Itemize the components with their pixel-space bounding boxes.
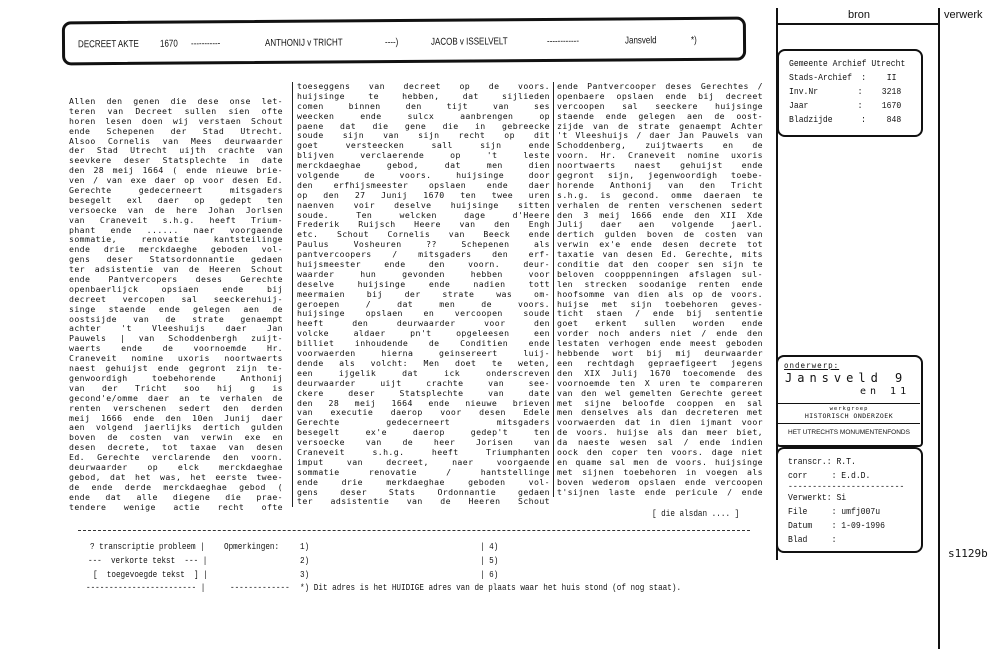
text-line: seevkere deser Statsplechte in date xyxy=(69,156,283,166)
file-name: File : umfj007u xyxy=(788,506,881,517)
archive-row xyxy=(789,99,901,113)
text-line: op den 27 Junij 1670 ten twee uren xyxy=(297,190,550,200)
text-line: meij 1666 ende den 10en Junij daer xyxy=(69,413,283,423)
text-line: verhalen de renten verschenen sedert xyxy=(557,200,763,210)
colon: : xyxy=(861,72,867,83)
panel-rule xyxy=(938,8,940,649)
archive-row xyxy=(789,113,901,127)
text-line: van den wel gemelten Gerechte gereet xyxy=(557,388,763,398)
text-line: dertich gulden boven de costen van xyxy=(557,230,763,240)
text-line: volcke aldaer pn't opgeleesen een xyxy=(297,329,550,339)
fund-name: HET UTRECHTS MONUMENTENFONDS xyxy=(788,429,910,436)
text-line: ende drie merckdaeghe geboden vol- xyxy=(69,245,283,255)
remark-1: 1) xyxy=(300,542,310,552)
text-line: aen volgend jaerlijks dertich gulden xyxy=(69,423,283,433)
text-line: voorn. Hr. Craneveit nomine uxoris xyxy=(557,151,763,161)
text-line: horende Anthonij van den Tricht xyxy=(557,180,763,190)
text-line: soude. Ten welcken dage d'Heere xyxy=(297,210,550,220)
text-line: en quame sal men de voors. huijsinge xyxy=(557,457,763,467)
text-line: etc. Schout Cornelis van Beeck ende xyxy=(297,230,550,240)
text-line: vorder noch anders niet / ende den xyxy=(557,329,763,339)
text-line: tendere wenige actie recht ofte xyxy=(69,502,283,512)
text-line: besegelt ex'e daerop gedep't ten xyxy=(297,428,550,438)
text-line: openbaere opslaen ende bij decreet xyxy=(557,91,763,101)
text-line: ticht staen / ende bij sententie xyxy=(557,309,763,319)
text-line: dende als volcht: Men doet te weten, xyxy=(297,358,550,368)
text-line: versoecke van de heer Jorisen van xyxy=(297,438,550,448)
continuation-note: [ die alsdan .... ] xyxy=(652,509,740,519)
text-line: huijsmeester ende den voorn. deur- xyxy=(297,260,550,270)
text-line: men denselves als dan decreteren met xyxy=(557,408,763,418)
text-line: billiet inhoudende de Conditien ende xyxy=(297,339,550,349)
text-line: van der Tricht soo hij g is xyxy=(69,383,283,393)
location: Jansveld xyxy=(624,35,657,47)
text-line: heeft den deurwaarder voor den xyxy=(297,319,550,329)
text-line: soude sijn van sijn recht op dit xyxy=(297,131,550,141)
text-line: lestaten verhogen ende meest geboden xyxy=(557,339,763,349)
text-line: huijsinge opslaen en vercoopen soude xyxy=(297,309,550,319)
text-line: den 28 meij 1664 ende nieuwe brieven xyxy=(297,398,550,408)
subject-address: Jansveld 9 xyxy=(785,371,908,385)
text-line: voorwaerden hierna geinsereert luij- xyxy=(297,349,550,359)
text-line: voornoemde ten X uren te compareren xyxy=(557,378,763,388)
text-line: waarder hun gevonden hebben voor xyxy=(297,269,550,279)
text-line: ende Pantvercooper deses Gerechtes / xyxy=(557,82,763,91)
text-line: van executie daerop voor desen Edele xyxy=(297,408,550,418)
text-line: singe staende ende gelegen aen de xyxy=(69,304,283,314)
text-line: blijven verclaerende op 't leste xyxy=(297,151,550,161)
text-line: gebod, dat het was, het eerste twee- xyxy=(69,472,283,482)
text-line: imput van decreet, naer voorgaende xyxy=(297,457,550,467)
text-line: versoecke van de here Johan Jorlsen xyxy=(69,205,283,215)
text-line: Schoddenberg, zuijtwaerts en de xyxy=(557,141,763,151)
text-line: Frederik Ruijsch Heere van den Engh xyxy=(297,220,550,230)
archive-key: Jaar xyxy=(789,100,809,111)
text-line: horen lesen doen wij verstaen Schout xyxy=(69,116,283,126)
deed-title-box xyxy=(62,17,746,66)
text-line: huijse met sijn toebehoren geves- xyxy=(557,299,763,309)
text-line: merckdaeghae gebod, dat men dien xyxy=(297,161,550,171)
legend-transcription-problem: ? transcriptie probleem | xyxy=(90,542,205,552)
legend-added-text: [ toegevoegde tekst ] | xyxy=(93,570,208,580)
text-line: ckere deser Statsplechte van date xyxy=(297,388,550,398)
archive-row xyxy=(789,71,901,85)
text-line: ende dat alle diegene die prae- xyxy=(69,492,283,502)
text-line: paene dat die gene die in gebreecke xyxy=(297,121,550,131)
text-line: meermaien bij der strate was om- xyxy=(297,289,550,299)
text-line: len strecken soodanige renten ende xyxy=(557,279,763,289)
text-line: boven wederom opslaen ende vercoopen xyxy=(557,477,763,487)
text-line: Craneveit nomine uxoris noortwaerts xyxy=(69,354,283,364)
text-line: naenven voir deselve huijsinge sitten xyxy=(297,200,550,210)
text-line: genwoordigh toebehorende Anthonij xyxy=(69,373,283,383)
transcriber: transcr.: R.T. xyxy=(788,456,856,467)
text-line: deurwaarder uijt crachte van see- xyxy=(297,378,550,388)
text-column-3 xyxy=(553,82,763,497)
text-line: da naeste wesen sal / ende indien xyxy=(557,438,763,448)
text-line: voorwaerden dat in dien ijmant voor xyxy=(557,418,763,428)
buyer-name: JACOB v ISSELVELT xyxy=(430,36,508,48)
text-column-2 xyxy=(292,82,550,507)
text-line: desen decrete, tot taxae van desen xyxy=(69,443,283,453)
text-line: Alsoo Cornelis van Mees deurwaarder xyxy=(69,136,283,146)
separator: ------------ xyxy=(546,35,580,48)
deed-type: DECREET AKTE xyxy=(77,38,139,51)
archive-key: Bladzijde xyxy=(789,114,833,125)
text-line: ende Schepenen der Stad Utrecht. xyxy=(69,126,283,136)
remark-6: | 6) xyxy=(480,570,499,580)
text-line: beloven coopppenningen afslagen sul- xyxy=(557,269,763,279)
workgroup-label: werkgroep xyxy=(829,406,869,412)
archive-value: 848 xyxy=(886,114,902,125)
text-line: Julij daer aen volgende jaerl. xyxy=(557,220,763,230)
remark-3: 3) xyxy=(300,570,310,580)
text-line: gens deser Statsordonnantie gedaen xyxy=(69,255,283,265)
corrector: corr : E.d.D. xyxy=(788,470,871,481)
text-line: oostsijde van de strate genaempt xyxy=(69,314,283,324)
text-line: Gerechte gedecerneert mitsgaders xyxy=(69,186,283,196)
text-line: comen binnen den tijt van ses xyxy=(297,101,550,111)
archive-title: Gemeente Archief Utrecht xyxy=(789,58,906,69)
text-line: sommatie renovatie / hantstellinge xyxy=(297,467,550,477)
remarks-label: Opmerkingen: xyxy=(224,542,280,552)
deed-year: 1670 xyxy=(159,38,178,50)
text-line: phant ende ...... naer voorgaende xyxy=(69,225,283,235)
text-line: toeseggens van decreet op de voors. xyxy=(297,82,550,91)
archive-value: 3218 xyxy=(881,86,902,97)
text-line: de voors. huijse als dan meer biet, xyxy=(557,428,763,438)
text-line: conditie dat den cooper sen sijn te xyxy=(557,260,763,270)
text-line: vercoopen sal seeckere huijsinge xyxy=(557,101,763,111)
remark-4: | 4) xyxy=(480,542,499,552)
text-line: openbaerlijck opsiaen ende bij xyxy=(69,284,283,294)
colon: : xyxy=(861,114,867,125)
separator: ------------------------ xyxy=(788,481,905,492)
subject-label: onderwerp: xyxy=(784,361,840,370)
text-line: Allen den genen die dese onse let- xyxy=(69,97,283,106)
address-footnote: *) Dit adres is het HUIDIGE adres van de plaats waar het huis stond (of nog staat). xyxy=(300,583,682,593)
archive-key: Inv.Nr xyxy=(789,86,819,97)
text-line: geroepen / dat men de voors. xyxy=(297,299,550,309)
text-line: een ijgelik dat ick onderscreven xyxy=(297,368,550,378)
archive-value: 1670 xyxy=(881,100,902,111)
archive-row xyxy=(789,85,901,99)
text-line: sommatie, renovatie kantsteilinge xyxy=(69,235,283,245)
colon: : xyxy=(857,86,863,97)
text-line: gens deser Stats Ordonnantie gedaen xyxy=(297,487,550,497)
text-line: naest gehuijst ende gegront zijn te- xyxy=(69,364,283,374)
text-line: hebbende wort bij mij deurwaarder xyxy=(557,349,763,359)
archive-box xyxy=(777,49,923,137)
text-line: met sijnen toebehoren in voegen als xyxy=(557,467,763,477)
text-line: gecond'e/omme daer an te verhalen de xyxy=(69,393,283,403)
text-line: weecken ende sulcx aanbrengen op xyxy=(297,111,550,121)
panel-rule xyxy=(776,23,938,25)
remark-5: | 5) xyxy=(480,556,499,566)
text-line: noortwaerts naest gehuijst ende xyxy=(557,161,763,171)
text-line: een rechtdagh gepraefigeert jegens xyxy=(557,358,763,368)
text-line: met sijne beloofde cooppen en sal xyxy=(557,398,763,408)
text-line: Pauwels | van Schoddenbergh zuijt- xyxy=(69,334,283,344)
text-line: der Stad Utrecht uijth crachte van xyxy=(69,146,283,156)
text-line: deselve huijsinge ende nadien tott xyxy=(297,279,550,289)
divider xyxy=(778,403,920,404)
text-line: ter adsistentie van de Heeren Schout xyxy=(69,265,283,275)
text-line: decreet vercopen sal seeckerehuij- xyxy=(69,294,283,304)
text-line: hoofsomme van dien als op de voors. xyxy=(557,289,763,299)
text-line: renten verschenen sedert den derden xyxy=(69,403,283,413)
text-line: teren van Decreet sullen sien ofte xyxy=(69,106,283,116)
legend-separator: ------------------------ | xyxy=(86,583,206,593)
text-line: van Craneveit s.h.g. heeft Trium- xyxy=(69,215,283,225)
footnote-ref: *) xyxy=(690,34,697,46)
archive-value: II xyxy=(886,72,897,83)
text-line: oock den coper ten voors. dage niet xyxy=(557,447,763,457)
text-line: huijsinge te hebben, dat sijlieden xyxy=(297,91,550,101)
text-line: s.h.g. is gecond. omme daeraen te xyxy=(557,190,763,200)
processed-by: Verwerkt: Si xyxy=(788,492,847,503)
text-line: goet erkent sullen worden ende xyxy=(557,319,763,329)
text-line: Gerechte gedecerneert mitsgaders xyxy=(297,418,550,428)
workgroup-name: HISTORISCH ONDERZOEK xyxy=(804,412,894,420)
text-line: zijde van de strate genaempt Achter xyxy=(557,121,763,131)
seller-name: ANTHONIJ v TRICHT xyxy=(264,37,343,49)
text-line: besegelt exl daer op gedept ten xyxy=(69,195,283,205)
text-line: gegront sijn, jegenwoordigh toebe- xyxy=(557,171,763,181)
divider xyxy=(778,423,920,424)
text-line: Ed. Gerechte verclarende den voorn. xyxy=(69,453,283,463)
text-line: ende Pantvercopers deses Gerechte xyxy=(69,275,283,285)
text-line: deurwaarder op elck merckdaeghae xyxy=(69,462,283,472)
remark-2: 2) xyxy=(300,556,310,566)
processing-box xyxy=(776,447,923,553)
separator: ----------- xyxy=(190,38,221,50)
text-line: 't Vleeshuijs / daer Jan Pauwels van xyxy=(557,131,763,141)
remarks-separator: ------------- xyxy=(230,583,290,593)
text-column-1 xyxy=(69,97,283,512)
text-line: ende drie merkdaeghae geboden vol- xyxy=(297,477,550,487)
subject-box xyxy=(776,355,923,447)
text-line: Paulus Vosheuren ?? Schepenen als xyxy=(297,240,550,250)
text-line: ter adsistentie van de Heeren Schout xyxy=(297,497,550,507)
verwerk-heading: verwerk xyxy=(944,9,983,21)
arrow: ----) xyxy=(384,37,399,49)
subject-address-2: en 11 xyxy=(860,386,911,397)
divider xyxy=(78,530,750,531)
text-line: volgende de voors. huijsinge door xyxy=(297,171,550,181)
text-line: staende ende gelegen aen de oost- xyxy=(557,111,763,121)
text-line: de ende derde merckdaeghae gebod ( xyxy=(69,482,283,492)
document-code: s1129b xyxy=(948,547,988,560)
text-line: Craneveit s.h.g. heeft Triumphanten xyxy=(297,447,550,457)
text-line: waerts ende de voornoemde Hr. xyxy=(69,344,283,354)
text-line: achter 't Vleeshuijs daer Jan xyxy=(69,324,283,334)
text-line: den XIX Julij 1670 toecomende des xyxy=(557,368,763,378)
colon: : xyxy=(857,100,863,111)
bron-heading: bron xyxy=(848,9,871,21)
sheet: Blad : xyxy=(788,534,837,545)
text-line: pantvercoopers / mitsgaders den erf- xyxy=(297,250,550,260)
text-line: taxatie van desen Ed. Gerechte, mits xyxy=(557,250,763,260)
legend-abbreviated-text: --- verkorte tekst --- | xyxy=(88,556,208,566)
text-line: goet versteecken sall sijn ende xyxy=(297,141,550,151)
archive-key: Stads-Archief xyxy=(789,72,853,83)
text-line: den 28 meij 1664 ( ende nieuwe brie- xyxy=(69,166,283,176)
text-line: verwin ex'e ende desen decrete tot xyxy=(557,240,763,250)
text-line: ven / van exe daer op voor desen Ed. xyxy=(69,176,283,186)
date: Datum : 1-09-1996 xyxy=(788,520,885,531)
text-line: den erfhijsmeester opslaen ende daer xyxy=(297,180,550,190)
text-line: boven de costen van verwin exe en xyxy=(69,433,283,443)
text-line: t'sijnen laste ende pericule / ende xyxy=(557,487,763,497)
text-line: den 3 meij 1666 ende den XII Xde xyxy=(557,210,763,220)
